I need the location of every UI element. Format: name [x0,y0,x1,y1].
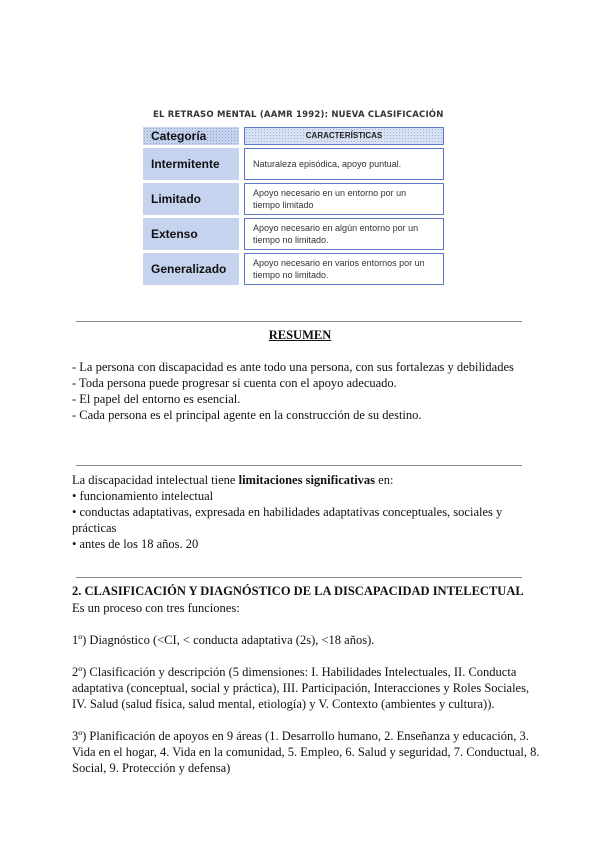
resumen-item: - La persona con discapacidad es ante todo una persona, con sus fortalezas y debilidades [72,360,514,374]
divider [76,577,522,578]
definition-intro-end: en: [375,473,394,487]
figure-title: EL RETRASO MENTAL (AAMR 1992): NUEVA CLASIFICACIÓN [153,110,444,120]
definition-intro-text: La discapacidad intelectual tiene [72,473,239,487]
resumen-item: - Toda persona puede progresar si cuenta con el apoyo adecuado. [72,376,397,390]
paragraph-diagnostico: 1º) Diagnóstico (<CI, < conducta adaptativa (2s), <18 años). [72,633,375,647]
resumen-heading: RESUMEN [268,328,332,342]
definition-intro [72,473,393,488]
description-extenso: Apoyo necesario en algún entorno por un tiempo no limitado. [244,218,444,250]
definition-bullet-continued: prácticas [72,521,117,535]
category-extenso: Extenso [143,218,239,250]
paragraph-planificacion-line: Vida en el hogar, 4. Vida en la comunidad, 5. Empleo, 6. Salud y seguridad, 7. Conductual, 8. [72,745,540,759]
definition-bullet: • funcionamiento intelectual [72,489,214,503]
definition-bullet: • conductas adaptativas, expresada en habilidades adaptativas conceptuales, sociales y [72,505,503,519]
divider [76,321,522,322]
resumen-item: - El papel del entorno es esencial. [72,392,241,406]
table-header-category: Categoría [143,127,239,145]
section2-heading: 2. CLASIFICACIÓN Y DIAGNÓSTICO DE LA DISCAPACIDAD INTELECTUAL [72,584,524,598]
paragraph-planificacion-line: Social, 9. Protección y defensa) [72,761,231,775]
description-intermitente: Naturaleza episódica, apoyo puntual. [244,148,444,180]
category-intermitente: Intermitente [143,148,239,180]
category-limitado: Limitado [143,183,239,215]
description-limitado: Apoyo necesario en un entorno por un tiempo limitado [244,183,444,215]
paragraph-clasificacion-line: 2º) Clasificación y descripción (5 dimensiones: I. Habilidades Intelectuales, II. Conducta [72,665,517,679]
category-generalizado: Generalizado [143,253,239,285]
paragraph-planificacion-line: 3º) Planificación de apoyos en 9 áreas (1. Desarrollo humano, 2. Enseñanza y educación, 3. [72,729,529,743]
paragraph-clasificacion-line: adaptativa (conceptual, social y práctica), III. Participación, Interacciones y Roles Sociales, [72,681,530,695]
divider [76,465,522,466]
section2-intro: Es un proceso con tres funciones: [72,601,240,615]
resumen-item: - Cada persona es el principal agente en la construcción de su destino. [72,408,422,422]
definition-intro-bold: limitaciones significativas [238,473,376,487]
definition-bullet: • antes de los 18 años. 20 [72,537,199,551]
paragraph-clasificacion-line: IV. Salud (salud física, salud mental, etiología) y V. Contexto (ambientes y cultura)). [72,697,495,711]
description-generalizado: Apoyo necesario en varios entornos por un tiempo no limitado. [244,253,444,285]
table-header-characteristics: CARACTERÍSTICAS [244,127,444,145]
